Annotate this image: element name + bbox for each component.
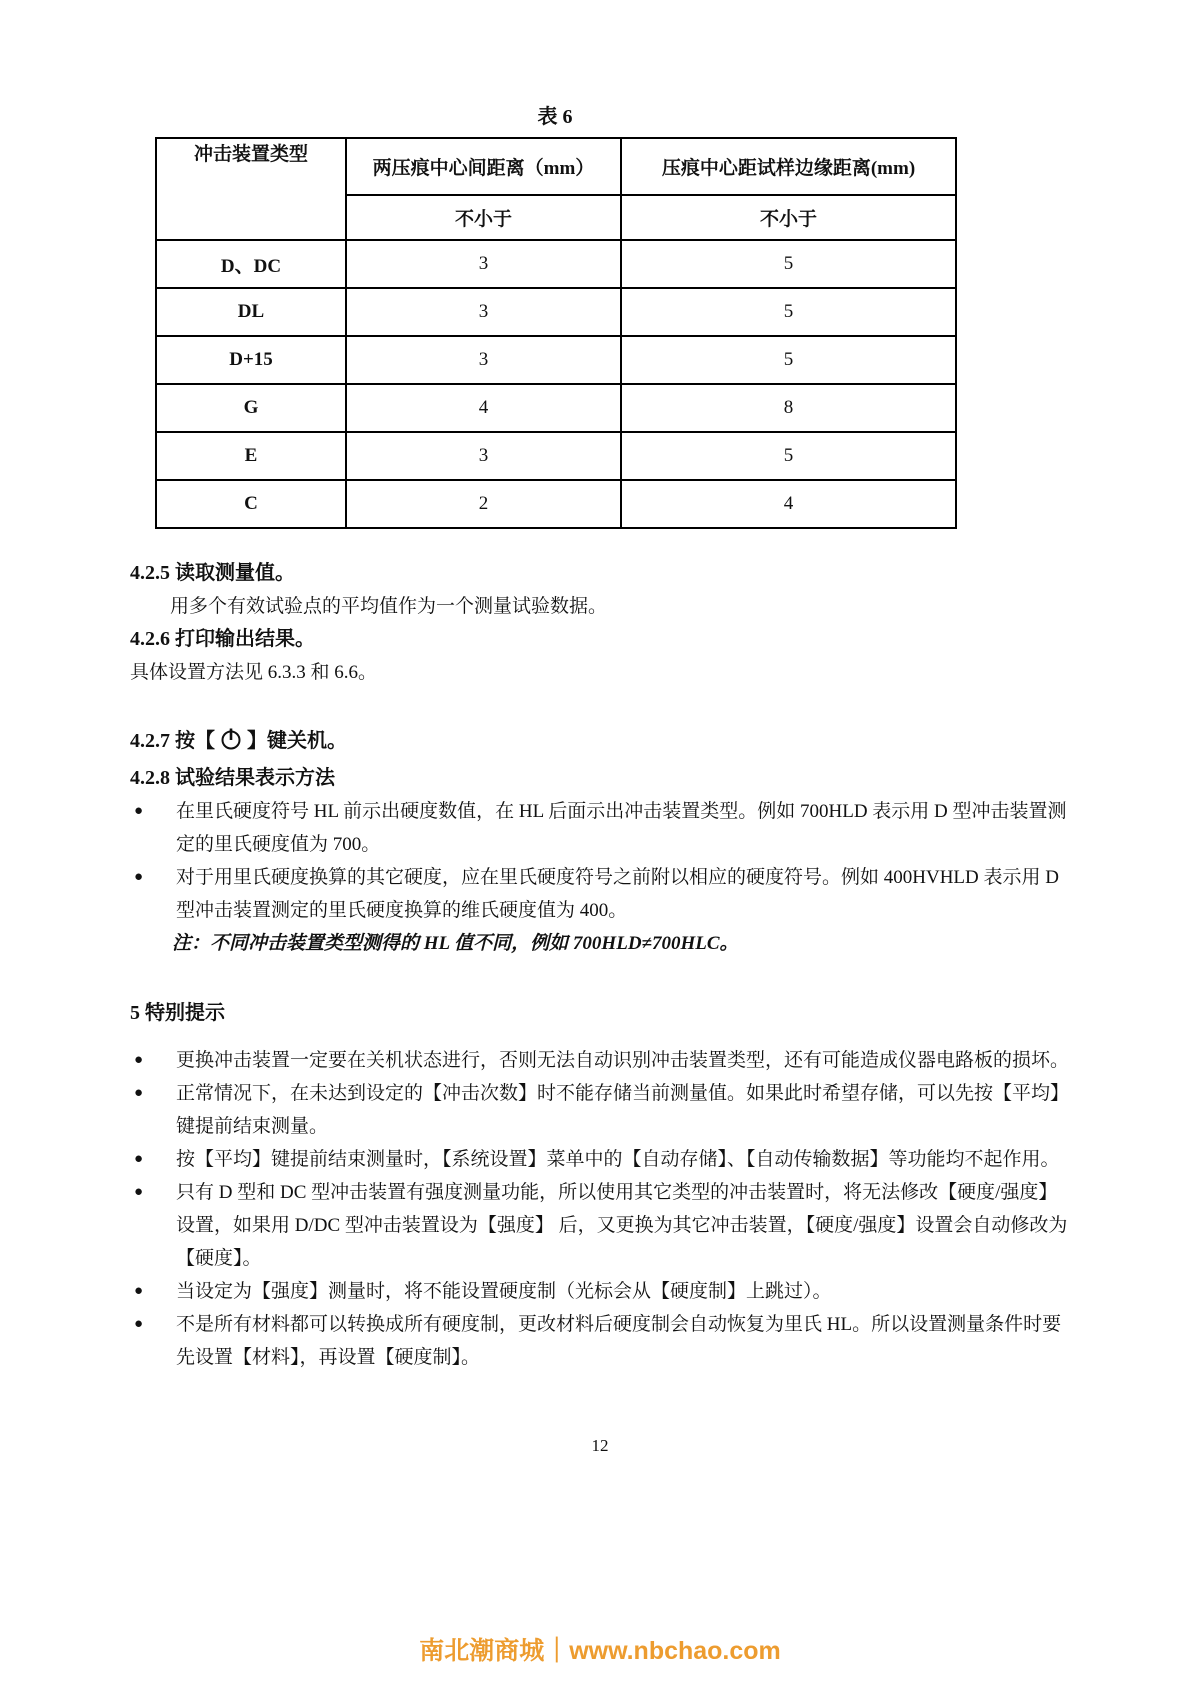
cell-value: 8: [621, 384, 956, 432]
bullet-icon: ●: [134, 1052, 144, 1068]
section-heading: 4.2.8 试验结果表示方法: [130, 767, 335, 789]
section-heading: [130, 725, 1072, 762]
list-item: [130, 1077, 1072, 1143]
table-row: [156, 288, 956, 336]
section-body: 用多个有效试验点的平均值作为一个测量试验数据。: [170, 596, 608, 617]
table-header-indent-distance: 两压痕中心间距离（mm）: [346, 138, 621, 195]
cell-value: 5: [621, 288, 956, 336]
list-item: [130, 861, 1072, 927]
table-row: [156, 480, 956, 528]
table-6: [155, 137, 957, 529]
section-heading: 4.2.6 打印输出结果。: [130, 628, 315, 650]
table-subheader-notless: 不小于: [621, 195, 956, 240]
cell-device-type: C: [156, 480, 346, 528]
page-number: 12: [591, 1436, 609, 1455]
power-icon: [219, 727, 243, 762]
list-item: [130, 1176, 1072, 1275]
list-item: [130, 1275, 1072, 1308]
list-item: [130, 795, 1072, 861]
bullet-text: 在里氏硬度符号 HL 前示出硬度数值，在 HL 后面示出冲击装置类型。例如 700HLD 表示用 D 型冲击装置测定的里氏硬度值为 700。: [176, 801, 1067, 855]
table-caption: 表 6: [537, 106, 573, 128]
bullet-text: 按【平均】键提前结束测量时，【系统设置】菜单中的【自动存储】、【自动传输数据】等功能均不起作用。: [176, 1149, 1060, 1170]
bullet-text: 正常情况下，在未达到设定的【冲击次数】时不能存储当前测量值。如果此时希望存储，可以先按【平均】键提前结束测量。: [176, 1083, 1070, 1137]
cell-device-type: DL: [156, 288, 346, 336]
cell-value: 5: [621, 240, 956, 288]
bullet-icon: ●: [134, 1283, 144, 1299]
section-4-2-8: [130, 762, 1072, 961]
cell-value: 3: [346, 240, 621, 288]
table-row: [156, 240, 956, 288]
section-5: [130, 997, 1072, 1374]
bullet-icon: ●: [134, 869, 144, 885]
cell-value: 2: [346, 480, 621, 528]
table-header-edge-distance: 压痕中心距试样边缘距离(mm): [621, 138, 956, 195]
list-item: [130, 1044, 1072, 1077]
bullet-icon: ●: [134, 1184, 144, 1200]
bullet-icon: ●: [134, 803, 144, 819]
section-body: 具体设置方法见 6.3.3 和 6.6。: [130, 662, 378, 683]
cell-value: 4: [346, 384, 621, 432]
table-header-row: [156, 138, 956, 195]
bullet-text: 当设定为【强度】测量时，将不能设置硬度制（光标会从【硬度制】上跳过）。: [176, 1281, 832, 1302]
bullet-icon: ●: [134, 1316, 144, 1332]
table-subheader-notless: 不小于: [346, 195, 621, 240]
bullet-text: 对于用里氏硬度换算的其它硬度，应在里氏硬度符号之前附以相应的硬度符号。例如 400HVHLD 表示用 D 型冲击装置测定的里氏硬度换算的维氏硬度值为 400。: [176, 867, 1059, 921]
section-4-2-6: [130, 623, 1072, 689]
table-header-device-type: 冲击装置类型: [156, 138, 346, 240]
section-4-2-5: [130, 557, 1072, 623]
table-row: [156, 336, 956, 384]
bullet-text: 更换冲击装置一定要在关机状态进行，否则无法自动识别冲击装置类型，还有可能造成仪器电路板的损坏。: [176, 1050, 1070, 1071]
section-heading: 5 特别提示: [130, 1002, 225, 1024]
cell-value: 3: [346, 432, 621, 480]
cell-device-type: D+15: [156, 336, 346, 384]
table-row: [156, 384, 956, 432]
site-footer: [0, 1631, 1200, 1667]
cell-device-type: G: [156, 384, 346, 432]
list-item: [130, 1308, 1072, 1374]
page-content: [130, 100, 1072, 1374]
power-off-text-suffix: 】键关机。: [247, 730, 347, 752]
list-item: [130, 1143, 1072, 1176]
bullet-icon: ●: [134, 1151, 144, 1167]
cell-value: 3: [346, 288, 621, 336]
note-text: 注：不同冲击装置类型测得的 HL 值不同，例如 700HLD≠700HLC。: [172, 933, 739, 954]
cell-device-type: D、DC: [156, 240, 346, 288]
footer-link[interactable]: 南北潮商城｜www.nbchao.com: [419, 1637, 781, 1665]
power-off-text-prefix: 4.2.7 按【: [130, 730, 215, 752]
cell-value: 5: [621, 336, 956, 384]
bullet-icon: ●: [134, 1085, 144, 1101]
section-heading: 4.2.5 读取测量值。: [130, 562, 295, 584]
section-4-2-7: [130, 725, 1072, 762]
cell-device-type: E: [156, 432, 346, 480]
table-row: [156, 432, 956, 480]
cell-value: 3: [346, 336, 621, 384]
bullet-text: 不是所有材料都可以转换成所有硬度制，更改材料后硬度制会自动恢复为里氏 HL。所以设置测量条件时要先设置【材料】，再设置【硬度制】。: [176, 1314, 1062, 1368]
cell-value: 4: [621, 480, 956, 528]
cell-value: 5: [621, 432, 956, 480]
bullet-text: 只有 D 型和 DC 型冲击装置有强度测量功能，所以使用其它类型的冲击装置时，将无法修改【硬度/强度】设置，如果用 D/DC 型冲击装置设为【强度】 后，又更换为其它冲击装置，【硬度/强度】设置会自动修改为【硬度】。: [176, 1182, 1068, 1269]
